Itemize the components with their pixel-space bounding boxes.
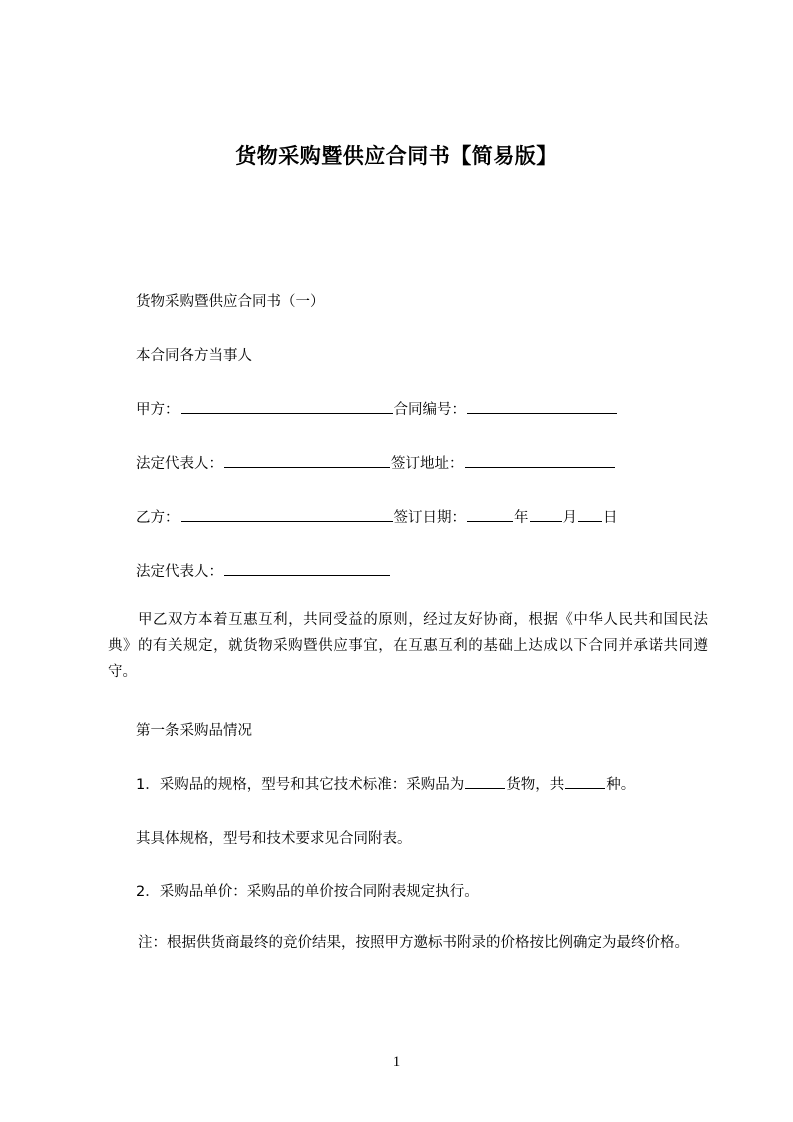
day-blank <box>578 507 602 522</box>
article1-heading: 第一条采购品情况 <box>136 723 252 739</box>
page-number: 1 <box>392 1054 401 1070</box>
item1-prefix: 1．采购品的规格，型号和其它技术标准：采购品为 <box>136 777 465 793</box>
party-a-line <box>136 398 618 419</box>
item1-mid: 货物，共 <box>506 777 565 793</box>
month-blank <box>530 507 562 522</box>
sign-place-label: 签订地址： <box>391 456 464 472</box>
item1-suffix: 种。 <box>606 777 636 793</box>
legal-rep-label: 法定代表人： <box>136 456 223 472</box>
item2-line: 2．采购品单价：采购品的单价按合同附表规定执行。 <box>136 884 479 900</box>
party-a-blank <box>181 399 393 414</box>
year-blank <box>467 507 513 522</box>
year-label: 年 <box>514 510 529 526</box>
legal-rep-blank <box>224 453 390 468</box>
contract-no-blank <box>467 399 617 414</box>
intro-paragraph: 甲乙双方本着互惠互利，共同受益的原则，经过友好协商，根据《中华人民共和国民法典》的有关规定，就货物采购暨供应事宜，在互惠互利的基础上达成以下合同并承诺共同遵守。 <box>108 612 708 680</box>
item1-line <box>136 773 635 794</box>
goods-blank <box>465 774 505 789</box>
item1-detail: 其具体规格，型号和技术要求见合同附表。 <box>136 831 412 847</box>
contract-no-label: 合同编号： <box>393 402 466 418</box>
party-b-blank <box>181 507 393 522</box>
sign-place-blank <box>465 453 615 468</box>
parties-heading: 本合同各方当事人 <box>136 348 252 364</box>
document-title: 货物采购暨供应合同书【简易版】 <box>235 144 558 168</box>
legal-rep-b-label: 法定代表人： <box>136 564 223 580</box>
kinds-blank <box>565 774 605 789</box>
month-label: 月 <box>562 510 577 526</box>
party-b-label: 乙方： <box>136 510 180 526</box>
legal-rep-line <box>136 452 616 473</box>
party-a-label: 甲方： <box>136 402 180 418</box>
sign-date-label: 签订日期： <box>393 510 466 526</box>
party-b-line <box>136 506 618 527</box>
legal-rep-b-blank <box>224 561 390 576</box>
day-label: 日 <box>603 510 618 526</box>
contract-subtitle: 货物采购暨供应合同书（一） <box>136 294 325 310</box>
legal-rep-b-line <box>136 560 391 581</box>
note-paragraph: 注：根据供货商最终的竞价结果，按照甲方邀标书附录的价格按比例确定为最终价格。 <box>138 935 689 951</box>
